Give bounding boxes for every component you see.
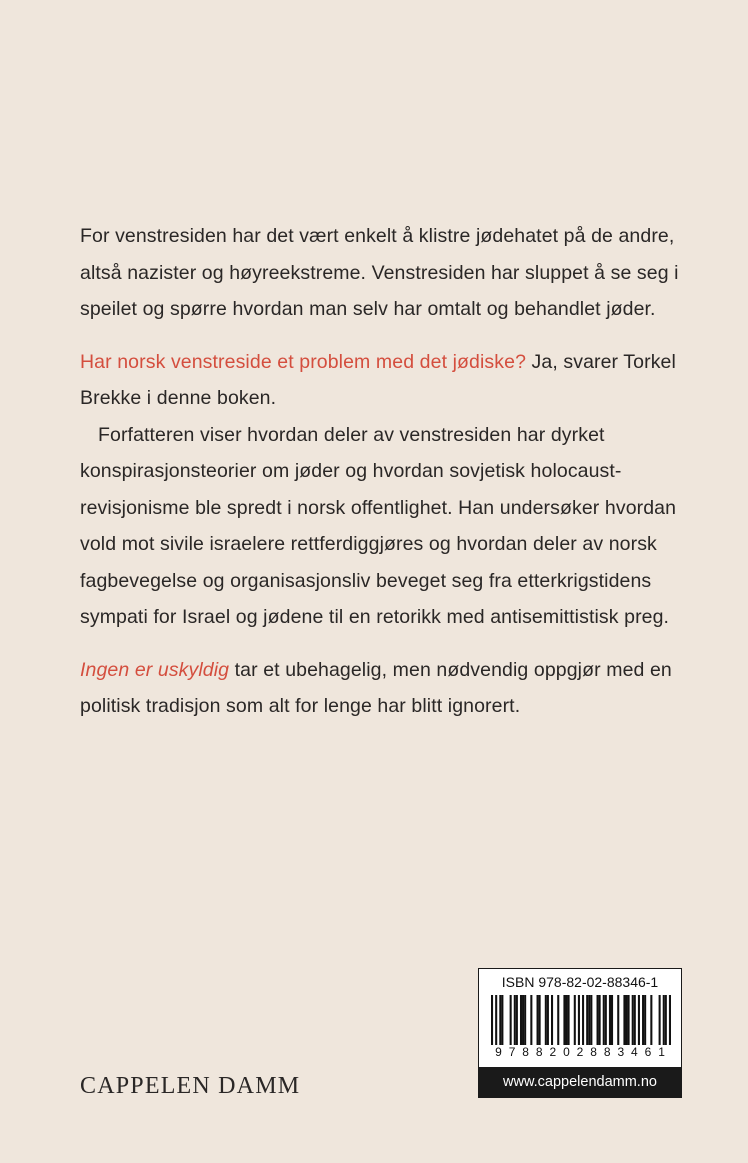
barcode-bar [609, 995, 611, 1045]
barcode-bar [605, 995, 607, 1045]
barcode-bar [524, 995, 526, 1045]
blurb-answer: Ja, svarer Torkel Brekke i denne boken. [80, 350, 676, 409]
barcode-bar [510, 995, 512, 1045]
barcode-digit: 8 [522, 1045, 529, 1059]
barcode-bar [565, 995, 567, 1045]
book-title-italic: Ingen er uskyldig [80, 658, 230, 681]
barcode-bar [623, 995, 625, 1045]
barcode-bar [578, 995, 580, 1045]
barcode-bar [522, 995, 524, 1045]
barcode-bar [568, 995, 570, 1045]
barcode-bar [563, 995, 565, 1045]
blurb-paragraph-3: Forfatteren viser hvordan deler av venstresiden har dyrket konspirasjonsteorier om jøder og hvordan sovjetisk holocaust-revisjonisme ble spredt i norsk offentlighet. Han undersøker hvordan vold mot sivile israelere rettferdiggjøres og hvordan deler av norsk fagbevegelse og organisasjonsliv beveget seg fra etterkrigstidens sympati for Israel og jødene til en retorikk med antisemittistisk preg. [80, 423, 677, 628]
barcode-bar [539, 995, 541, 1045]
barcode-digit: 2 [549, 1045, 557, 1059]
blurb-question-highlight: Har norsk venstreside et problem med det jødiske? [80, 350, 527, 373]
barcode-bar [650, 995, 652, 1045]
barcode-bar [495, 995, 497, 1045]
barcode-bar [599, 995, 601, 1045]
barcode-bar [590, 995, 592, 1045]
barcode-digit: 6 [644, 1045, 652, 1059]
barcode-bar [574, 995, 576, 1045]
barcode-bar [516, 995, 518, 1045]
barcode-bar [665, 995, 667, 1045]
barcode-digit: 8 [535, 1045, 543, 1059]
barcode-bar [545, 995, 547, 1045]
barcode-bar [557, 995, 559, 1045]
barcode-bar [547, 995, 549, 1045]
barcode-image [491, 995, 671, 1045]
barcode-digit: 4 [631, 1045, 638, 1059]
barcode-digit: 8 [603, 1045, 611, 1059]
barcode-digit: 7 [508, 1045, 516, 1059]
barcode-bar [586, 995, 588, 1045]
barcode-bar [537, 995, 539, 1045]
barcode-bar [644, 995, 646, 1045]
barcode-bar [597, 995, 599, 1045]
barcode-bar [588, 995, 590, 1045]
barcode-digit: 9 [495, 1045, 502, 1059]
barcode-digit: 2 [576, 1045, 584, 1059]
barcode-bar [642, 995, 644, 1045]
isbn-barcode-box [478, 968, 682, 1098]
isbn-label: ISBN 978-82-02-88346-1 [501, 974, 659, 990]
barcode-bar [551, 995, 553, 1045]
barcode-bar [663, 995, 665, 1045]
barcode-digit: 8 [590, 1045, 597, 1059]
barcode-bar [628, 995, 630, 1045]
blurb-closing: tar et ubehagelig, men nødvendig oppgjør med en politisk tradisjon som alt for lenge har blitt ignorert. [80, 658, 672, 717]
barcode-digits [479, 1045, 681, 1059]
barcode-bar [611, 995, 613, 1045]
barcode-bar [669, 995, 671, 1045]
barcode-bar [520, 995, 522, 1045]
barcode-bar [514, 995, 516, 1045]
barcode-digit: 1 [658, 1045, 665, 1059]
barcode-bar [617, 995, 619, 1045]
barcode-bar [491, 995, 493, 1045]
barcode-bar [530, 995, 532, 1045]
barcode-bar [501, 995, 503, 1045]
barcode-bar [603, 995, 605, 1045]
barcode-bar [634, 995, 636, 1045]
publisher-url: www.cappelendamm.no [479, 1067, 681, 1097]
back-cover-blurb [80, 218, 680, 725]
barcode-bar [625, 995, 627, 1045]
barcode-bar [659, 995, 661, 1045]
barcode-bar [499, 995, 501, 1045]
blurb-paragraph-1: For venstresiden har det vært enkelt å klistre jødehatet på de andre, altså nazister og høyreekstreme. Venstresiden har sluppet å se seg i speilet og spørre hvordan man selv har omtalt og behandlet jøder. [80, 225, 679, 320]
barcode-digit: 3 [617, 1045, 625, 1059]
barcode-digit: 0 [563, 1045, 570, 1059]
barcode-bar [582, 995, 584, 1045]
publisher-logo: CAPPELEN DAMM [80, 1073, 301, 1099]
blurb-paragraph-4 [80, 652, 680, 725]
barcode-bar [638, 995, 640, 1045]
blurb-paragraph-2 [80, 344, 680, 417]
barcode-bar [632, 995, 634, 1045]
